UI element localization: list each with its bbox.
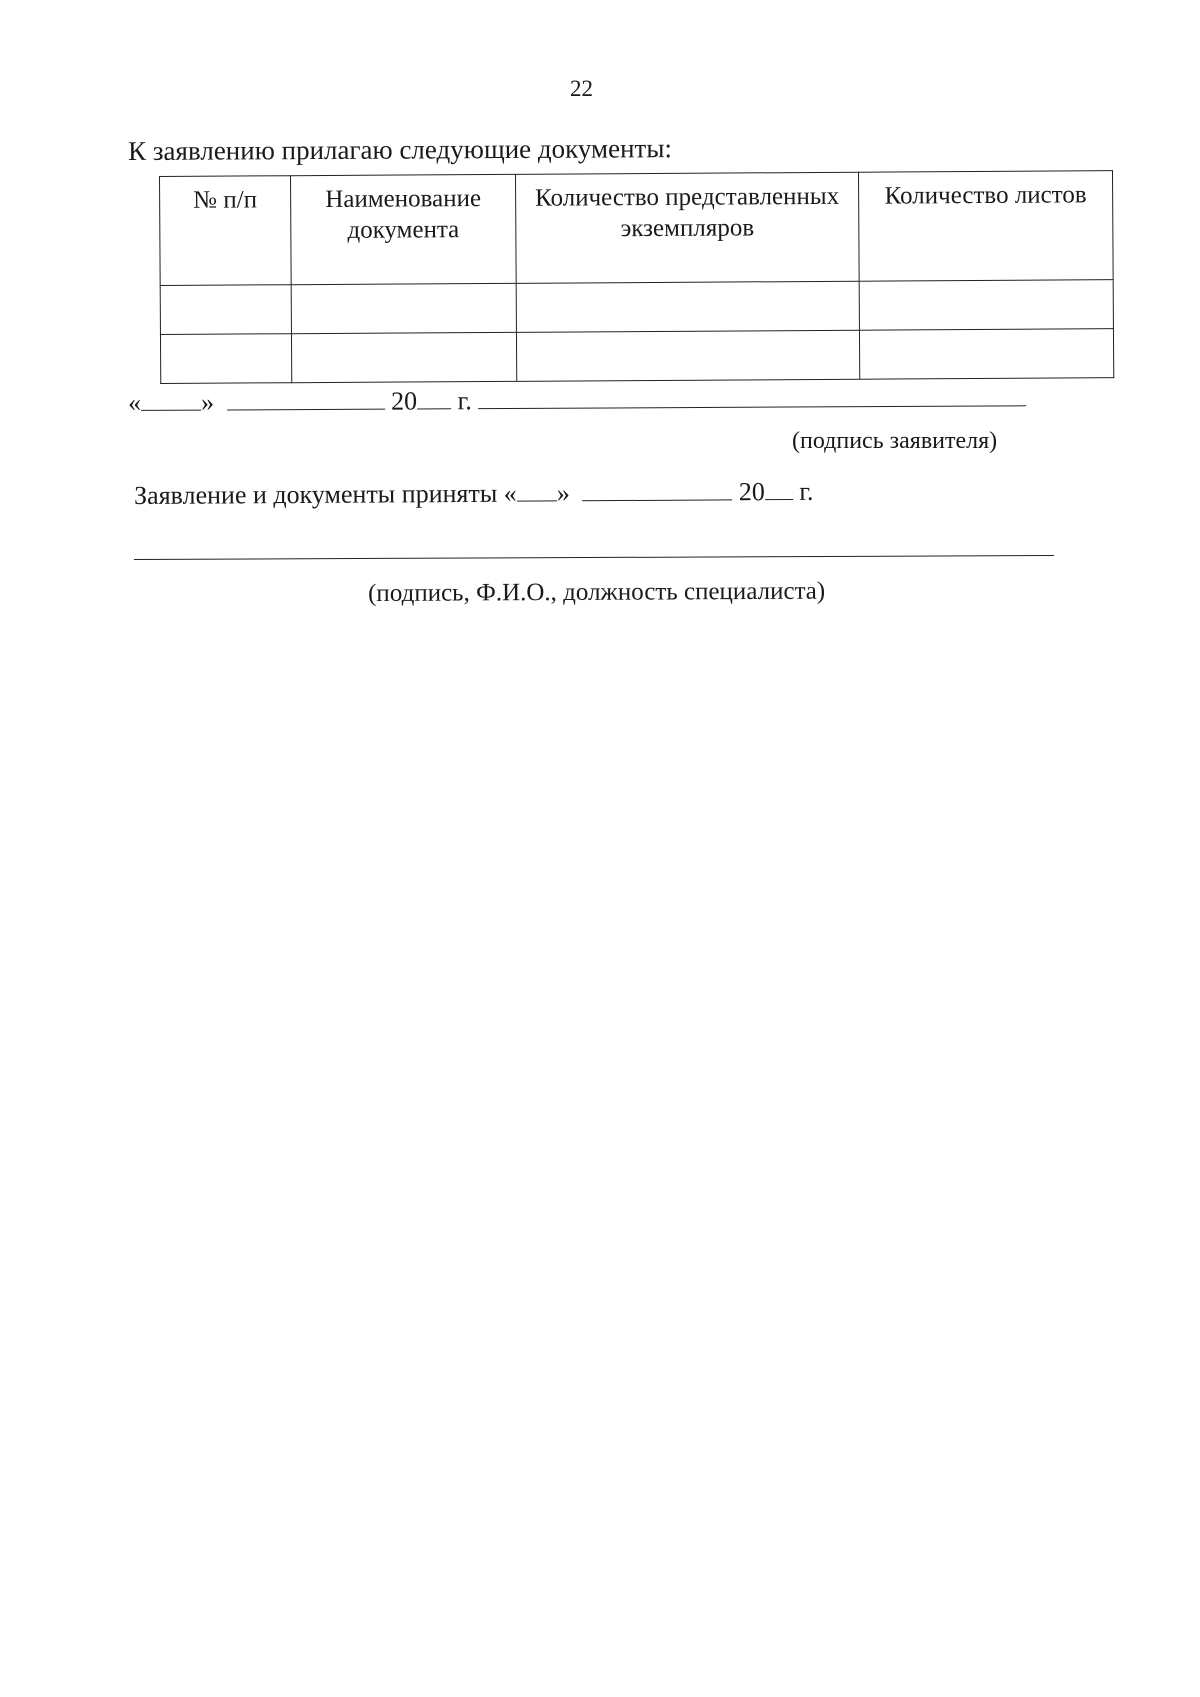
header-sheets-count: Количество листов [858,171,1113,282]
header-document-name: Наименование документа [291,174,517,284]
accepted-year-suffix: г. [799,476,814,506]
table-cell-document-name[interactable] [291,332,516,382]
page-number: 22 [570,76,593,101]
table-cell-copies-count[interactable] [516,330,859,381]
applicant-signature-blank[interactable] [478,383,1026,409]
table-header-row [160,171,1114,286]
accepted-month-blank[interactable] [582,477,732,501]
header-number: № п/п [160,176,292,286]
table-cell-copies-count[interactable] [516,281,859,332]
table-cell-number[interactable] [160,285,291,335]
accepted-line [134,477,814,511]
documents-table [159,170,1114,384]
day-blank[interactable] [141,388,201,411]
year-suffix: г. [457,386,472,416]
table-cell-sheets-count[interactable] [859,280,1113,331]
accepted-day-blank[interactable] [517,478,557,501]
attachments-intro: К заявлению прилагаю следующие документы: [128,133,673,166]
table-cell-document-name[interactable] [291,283,516,333]
accepted-label: Заявление и документы приняты « [134,478,517,510]
year-prefix: 20 [390,386,418,416]
specialist-signature-caption: (подпись, Ф.И.О., должность специалиста) [368,577,826,607]
table-cell-number[interactable] [160,334,291,384]
year-blank[interactable] [417,386,451,409]
table-row [160,280,1113,335]
table-cell-sheets-count[interactable] [859,329,1113,380]
accepted-year-prefix: 20 [738,477,765,507]
accepted-year-blank[interactable] [765,477,793,500]
close-quote: » [200,387,215,417]
header-copies-count: Количество представленных экземпляров [515,172,859,283]
open-quote: « [128,387,142,417]
specialist-signature-line[interactable] [134,555,1054,560]
applicant-signature-caption: (подпись заявителя) [792,428,998,454]
accepted-close-quote: » [556,478,570,508]
table-row [160,329,1113,384]
applicant-date-line [128,383,1026,418]
month-blank[interactable] [226,387,384,411]
